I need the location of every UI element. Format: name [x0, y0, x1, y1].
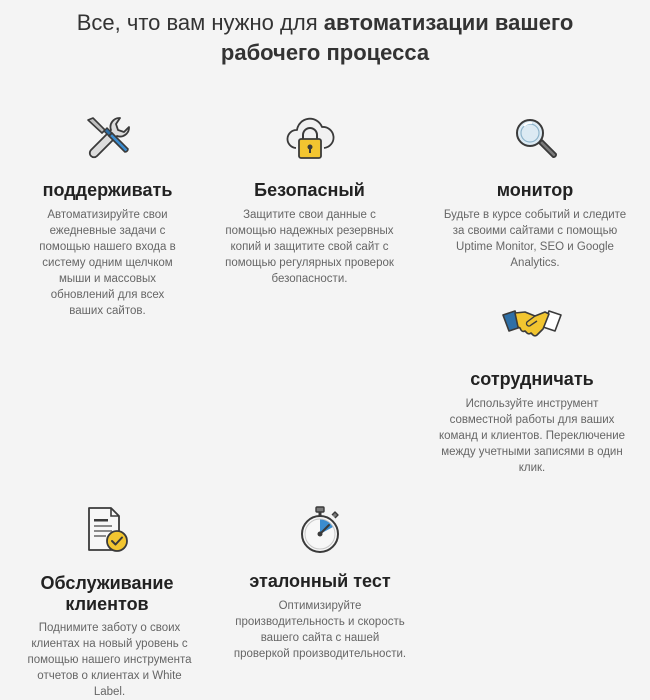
feature-desc: Используйте инструмент совместной работы для ваших команд и клиентов. Переключение между учетными записями в один клик.	[438, 398, 626, 474]
feature-desc: Будьте в курсе событий и следите за своими сайтами с помощью Uptime Monitor, SEO и Google Analytics.	[443, 209, 627, 269]
feature-collaborate	[432, 305, 632, 476]
heading-bold-1: автоматизации вашего	[323, 10, 574, 35]
handshake-icon	[501, 305, 563, 345]
feature-title: эталонный тест	[249, 571, 391, 591]
heading-bold-2: рабочего процесса	[220, 40, 430, 65]
tools-icon	[80, 112, 136, 168]
feature-desc: Оптимизируйте производительность и скорость вашего сайта с нашей проверкой производительности.	[233, 600, 407, 660]
feature-client-reports	[27, 505, 192, 700]
feature-desc: Защитите свои данные с помощью надежных резервных копий и защитите свой сайт с помощью регулярных проверок безопасности.	[225, 209, 394, 285]
feature-desc: Поднимите заботу о своих клиентах на новый уровень с помощью нашего инструмента отчетов о клиентах и White Label.	[27, 622, 192, 698]
heading-prefix: Все, что вам нужно для	[76, 10, 324, 35]
feature-title: Безопасный	[254, 180, 365, 200]
report-check-icon	[83, 505, 131, 555]
feature-title: сотрудничать	[470, 369, 594, 389]
feature-title: монитор	[496, 180, 574, 200]
heading-line-1	[0, 8, 650, 38]
heading-line-2	[0, 38, 650, 68]
feature-benchmark	[230, 505, 410, 662]
feature-monitor	[435, 112, 635, 271]
feature-title: поддерживать	[42, 180, 173, 200]
cloud-lock-icon	[280, 112, 340, 168]
feature-title: Обслуживание клиентов	[40, 573, 174, 614]
feature-desc: Автоматизируйте свои ежедневные задачи с помощью нашего входа в систему одним щелчком мыши и массовых обновлений для всех ваших сайтов.	[39, 209, 176, 317]
feature-maintain	[30, 112, 185, 319]
stopwatch-icon	[296, 505, 344, 555]
feature-secure	[222, 112, 397, 287]
magnifier-icon	[507, 112, 563, 168]
page-heading	[0, 8, 650, 68]
